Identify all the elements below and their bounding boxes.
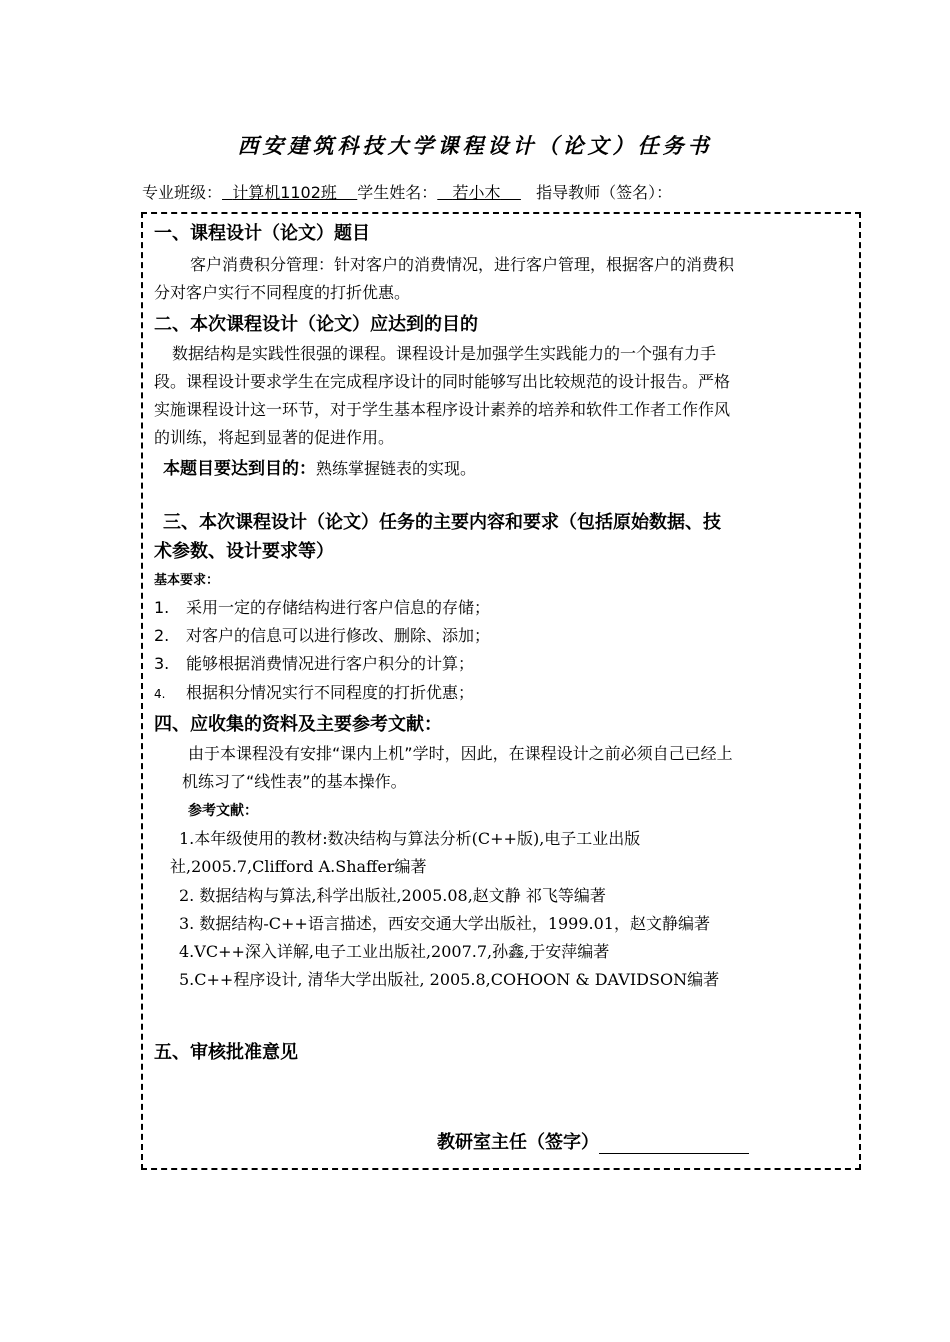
reference-item: 1.本年级使用的教材:数决结构与算法分析(C++版),电子工业出版 [179, 829, 641, 848]
section-1-heading: 一、课程设计（论文）题目 [154, 223, 370, 244]
basic-requirements-label: 基本要求： [154, 573, 220, 588]
reference-item: 3. 数据结构-C++语言描述，西安交通大学出版社，1999.01，赵文静编著 [179, 914, 710, 933]
section-4-line-2: 机练习了“线性表”的基本操作。 [182, 772, 407, 791]
section-4-line-1: 由于本课程没有安排“课内上机”学时，因此，在课程设计之前必须自己已经上 [188, 744, 733, 763]
section-3-heading-line-2: 术参数、设计要求等） [154, 541, 334, 562]
goal-label: 本题目要达到目的： [163, 459, 316, 479]
reference-item: 社,2005.7,Clifford A.Shaffer编著 [170, 857, 427, 876]
signature-label: 教研室主任（签字） [437, 1132, 599, 1153]
student-label: 学生姓名： [357, 183, 438, 202]
signature-row [437, 1128, 749, 1154]
teacher-label: 指导教师（签名）： [536, 183, 673, 202]
section-2-line-3: 实施课程设计这一环节，对于学生基本程序设计素养的培养和软件工作者工作作风 [154, 400, 731, 419]
requirement-item: 1. 采用一定的存储结构进行客户信息的存储； [154, 598, 491, 617]
section-2-line-4: 的训练，将起到显著的促进作用。 [154, 428, 395, 447]
reference-item: 5.C++程序设计, 清华大学出版社, 2005.8,COHOON & DAVIDSON编著 [179, 970, 720, 989]
section-4-heading: 四、应收集的资料及主要参考文献： [154, 714, 442, 735]
major-label: 专业班级： [142, 183, 223, 202]
section-2-line-2: 段。课程设计要求学生在完成程序设计的同时能够写出比较规范的设计报告。严格 [154, 372, 731, 391]
section-2-heading: 二、本次课程设计（论文）应达到的目的 [154, 314, 478, 335]
references-label: 参考文献： [188, 803, 258, 819]
section-1-line-2: 分对客户实行不同程度的打折优惠。 [154, 283, 411, 302]
reference-item: 4.VC++深入详解,电子工业出版社,2007.7,孙鑫,于安萍编著 [179, 942, 610, 961]
section-2-line-1: 数据结构是实践性很强的课程。课程设计是加强学生实践能力的一个强有力手 [172, 344, 717, 363]
requirement-item: 4. 根据积分情况实行不同程度的打折优惠； [154, 683, 475, 702]
header-info-row [142, 180, 672, 203]
document-title: 西安建筑科技大学课程设计（论文）任务书 [237, 133, 713, 158]
signature-line [599, 1133, 749, 1154]
requirement-item: 3. 能够根据消费情况进行客户积分的计算； [154, 654, 475, 673]
section-5-heading: 五、审核批准意见 [154, 1042, 298, 1063]
requirement-item: 2. 对客户的信息可以进行修改、删除、添加； [154, 626, 491, 645]
goal-value: 熟练掌握链表的实现。 [316, 459, 477, 478]
section-3-heading-line-1: 三、本次课程设计（论文）任务的主要内容和要求（包括原始数据、技 [163, 512, 721, 533]
goal-row [163, 454, 476, 479]
student-value: 若小木 [452, 183, 501, 202]
major-value: 计算机1102班 [232, 183, 337, 202]
content-box [141, 212, 861, 1170]
reference-item: 2. 数据结构与算法,科学出版社,2005.08,赵文静 祁飞等编著 [179, 886, 606, 905]
section-1-line-1: 客户消费积分管理：针对客户的消费情况，进行客户管理，根据客户的消费积 [190, 255, 735, 274]
